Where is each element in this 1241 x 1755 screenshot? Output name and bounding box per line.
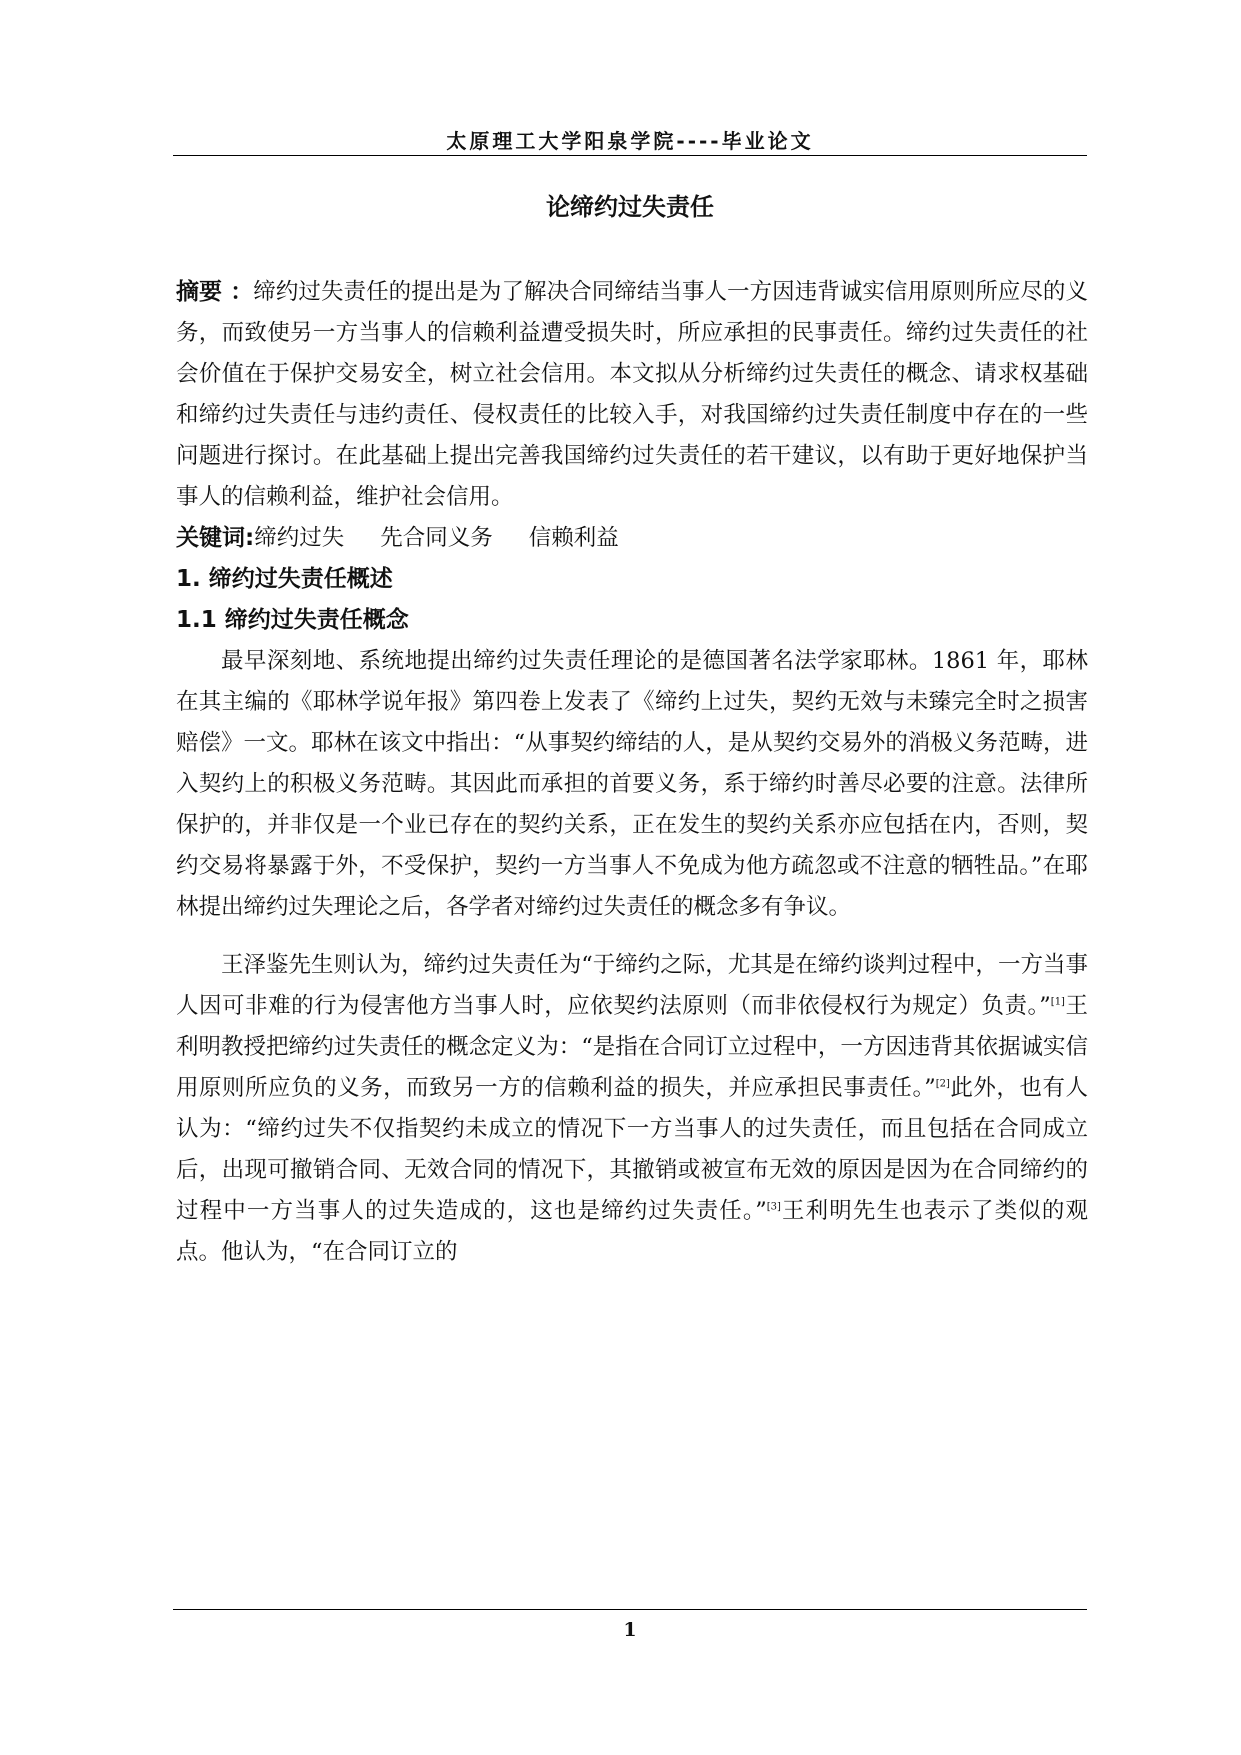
document-title: 论缔约过失责任 (546, 193, 714, 221)
keyword-item: 信赖利益 (528, 525, 619, 551)
abstract-paragraph (176, 272, 1088, 518)
paragraph-text: 王泽鉴先生则认为，缔约过失责任为“于缔约之际，尤其是在缔约谈判过程中，一方当事人因可非难的行为侵害他方当事人时，应依契约法原则（而非依侵权行为规定）负责。” (176, 952, 1088, 1019)
running-header: 太原理工大学阳泉学院----毕业论文 (446, 129, 814, 153)
body-paragraph-2 (176, 945, 1088, 1273)
citation-ref-2[interactable]: [2] (935, 1078, 950, 1090)
keywords-line (176, 518, 1088, 559)
abstract-text: 缔约过失责任的提出是为了解决合同缔结当事人一方因违背诚实信用原则所应尽的义务，而致使另一方当事人的信赖利益遭受损失时，所应承担的民事责任。缔约过失责任的社会价值在于保护交易安全，树立社会信用。本文拟从分析缔约过失责任的概念、请求权基础和缔约过失责任与违约责任、侵权责任的比较入手，对我国缔约过失责任制度中存在的一些问题进行探讨。在此基础上提出完善我国缔约过失责任的若干建议，以有助于更好地保护当事人的信赖利益，维护社会信用。 (176, 279, 1088, 510)
keyword-item: 先合同义务 (380, 525, 493, 551)
header-divider (173, 155, 1087, 156)
citation-ref-3[interactable]: [3] (766, 1201, 781, 1213)
paragraph-text: 王利明先生也表示了类似的观点。他认为，“在合同订立的 (176, 1198, 1088, 1265)
section-heading-1: 1. 缔约过失责任概述 (176, 566, 393, 592)
citation-ref-1[interactable]: [1] (1050, 996, 1065, 1008)
footer-divider (173, 1609, 1087, 1610)
paragraph-text: 王利明教授把缔约过失责任的概念定义为：“是指在合同订立过程中，一方因违背其依据诚实信用原则所应负的义务，而致另一方的信赖利益的损失，并应承担民事责任。” (176, 993, 1088, 1101)
document-body (176, 272, 1088, 1273)
section-heading-1-1: 1.1 缔约过失责任概念 (176, 607, 409, 633)
paragraph-text: 此外，也有人认为：“缔约过失不仅指契约未成立的情况下一方当事人的过失责任，而且包括在合同成立后，出现可撤销合同、无效合同的情况下，其撤销或被宣布无效的原因是因为在合同缔约的过程中一方当事人的过失造成的，这也是缔约过失责任。” (176, 1075, 1088, 1224)
keyword-item: 缔约过失 (254, 525, 345, 551)
keywords-label: 关键词: (176, 525, 255, 551)
page-number: 1 (623, 1619, 637, 1641)
body-paragraph-1: 最早深刻地、系统地提出缔约过失责任理论的是德国著名法学家耶林。1861 年，耶林在其主编的《耶林学说年报》第四卷上发表了《缔约上过失，契约无效与未臻完全时之损害赔偿》一文。耶林在该文中指出：“从事契约缔结的人，是从契约交易外的消极义务范畴，进入契约上的积极义务范畴。其因此而承担的首要义务，系于缔约时善尽必要的注意。法律所保护的，并非仅是一个业已存在的契约关系，正在发生的契约关系亦应包括在内，否则，契约交易将暴露于外，不受保护，契约一方当事人不免成为他方疏忽或不注意的牺牲品。”在耶林提出缔约过失理论之后，各学者对缔约过失责任的概念多有争议。 (176, 648, 1088, 920)
abstract-label: 摘要 ： (176, 279, 254, 305)
